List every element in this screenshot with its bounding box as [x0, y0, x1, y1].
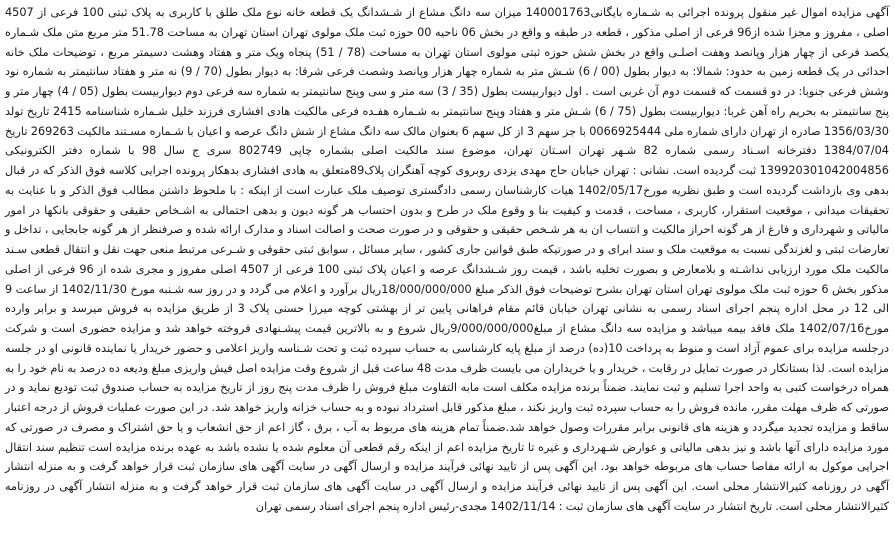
auction-notice-body: آگهی مزایده اموال غیر منقول پرونده اجرائی به شـماره بایگانی140001763 میزان سه دانگ مشاع از شـشدانگ یک قطعه خانه نوع ملک طلق با کاربری به پلاک ثبتی 100 فرعی از 4507 اصلی ، مفروز و مجزا شده از96 فرعی از اصلی مذکور ، قطعه در طبقه و واقع در بخش 06 ناحیه 00 حوزه ثبت ملک مولوی تهران استان تهران به مساحت 51.78 متر مربع متن ملک شـماره یکصد فرعی از چهار هزار وپانصد وهفت اصلـی واقع در بخش شش حوزه ثبتی مولوی استان تهران به مساحت (78 / 51) پنجاه ویک متر و هفتاد وهشت دسیمتر مربع ، توضیحات ملک خانه احداثی در یک قطعه زمین به حدود: شمالا: به دیوار بطول (00 / 6) شـش متر به شماره چهار هزار وپانصد وشصت فرعی شرقا: به دیوار بطول (70 / 9) نه متر و هفتاد سانتیمتر به شماره نود وشش فرعی جنوبا: در دو قسمت که قسمت دوم آن غربی است . اول دیواربیست بطول (35 / 3) سه متر و سی وپنج سانتیمتر به شماره سه فرعی دوم دیواربیست بطول (05 / 4) چهار متر و پنج سانتیمتر به بحریم راه آهن غربا: دیواربیست بطول (75 / 6) شـش متر و هفتاد وپنج سانتیمتر به شـماره هفـده فرعی مالکیت هادی افشاری فرزند خلیل شـماره شناسنامه 2415 تاریخ تولد 1356/03/30 صادره از تهران دارای شماره ملی 0066925444 با جز سهم 3 از کل سهم 6 بعنوان مالک سه دانگ مشاع از شش دانگ عرصه و اعیان با شـماره مسـتند مالکیت 269263 تاریخ 1384/07/04 دفترخانه اسـناد رسمی شماره 82 شـهر تهران اسـتان تهران، موضوع سند مالکیت اصلی بشماره چاپی 802749 سری ج سال 98 با شماره دفتر الکترونیکی 139920301042004856 ثبت گردیده است. نشانی : تهران خیابان حاج مهدی یزدی روبروی کوچه آهنگران پلاک89متعلق به هادی افشاری بدهکار پرونده اجرایی کلاسه فوق الذکر که در قبال بدهی وی بازداشت گردیده است و طبق نظریه مورخ1402/05/17 هیات کارشناسان رسمی دادگستری توصیف ملک عبارت است از اینکه : با ملحوظ داشتن مطالب فوق الذکر و با عنایت به تحقیقات میدانی ، موقعیت استقرار، کاربری ، مساحت ، قدمت و کیفیت بنا و وقوع ملک در طرح و بدون احتساب هر گونه دیون و بدهی احتمالی به اشـخاص حقیقی و حقوقی بانکها در امور مالیاتی و شهرداری و فارغ از هر گونه احراز مالکیت و انتساب ان به هر شـخص حقیقی و حقوقی و در صورت صحت و اصالت اسناد و مدارک ارائه شده و صرفنظر از هر گونه جابجایی ، تداخل و تعارضات ثبتی و لغزندگی نسبت به موقعیت ملک و سند ابرای و در صورتیکه طبق قوانین جاری کشور ، سایر مسائل ، سوابق ثبتی حقوقی و شـرعی مرتبط منعی جهت نقل و انتقال قطعی سـند مالکیت ملک مورد ارزیابی نداشـته و بلامعارض و بصورت تخلیه باشد ، قیمت روز شـشدانگ عرصه و اعیان پلاک ثبتی 100 فرعی از 4507 اصلی مفروز و مجری شده از 96 فرعی از اصلی مذکور بخش 6 حوزه ثبت ملک مولوی تهران استان تهران بشرح توضیحات فوق الذکر مبلغ 18/000/000/000ریال برآورد و اعلام می گردد و در روز سه شـنبه مورخ 1402/11/30 از ساعت 9 الی 12 در محل اداره پنجم اجرای اسناد رسمی به نشانی تهران خیابان قائم مقام فراهانی پایین تر از بهشتی کوچه میرزا حسنی پلاک 3 از طریق مزایده به فروش میرسد و برابر وارده مورخ1402/07/16 ملک فاقد بیمه میباشد و مزایده سه دانگ مشاع از مبلغ9/000/000/000ریال شروع و به بالاترین قیمت پیشـنهادی فروخته خواهد شد و مزایده حضوری است و شرکت درجلسه مزایده برای عموم آزاد است و منوط به پرداخت 10(ده) درصد از مبلغ پایه کارشناسی به حساب سپرده ثبت و تحت شـناسه واریز اعلامی و حضور خریدار یا نماینده قانونی او در جلسه مزایده است. لذا بستانکار در صورت تمایل در رقابت ، خریدار و یا خریداران می بایست ظرف مدت 48 ساعت قبل از شروع وقت مزایده اصل فیش واریزی مبلغ ودیعه ده درصد به نام خود را به همراه درخواست کتبی به واحد اجرا تسلیم و ثبت نمایند. ضمناً برنده مزایده مکلف است مابه التفاوت مبلغ فروش را ظرف مدت پنج روز از تاریخ مزایده به حساب صندوق ثبت تودیع نماید و در صورتی که ظرف مهلت مقرر، مانده فروش را به حساب سپرده ثبت واریز نکند ، مبلغ مذکور قابل استرداد نبوده و به حساب خزانه واریز خواهد شد. در این صورت عملیات فروش از درجه اعتبار ساقط و مزایده تجدید میگردد و هزینه های قانونی برابر مقررات وصول خواهد شد.ضمناً تمام هزینه های مربوط به آب ، برق ، گاز اعم از حق انشعاب و یا حق اشتراک و مصرف در صورتی که مورد مزایده دارای آنها باشد و نیز بدهی مالیاتی و عوارض شـهرداری و غیره تا تاریخ مزایده اعم از اینکه رقم قطعی آن معلوم شده یا نشده باشد به عهده برنده مزایده است تنظیم سند انتقال اجرایی موکول به ارائه مفاصا حساب های مربوطه خواهد بود. این آگهی پس از تایید نهائی فرآیند مزایده و ارسال آگهی در سایت آگهی های سازمان ثبت قرار خواهد گرفت و به منزله انتشار آگهی در روزنامه کثیرالانتشار محلی است. این آگهی پس از تایید نهائی فرآیند مزایده و ارسال آگهی در سایت آگهی های سازمان ثبت قرار خواهد گرفت و به منزله انتشار آگهی در روزنامه کثیرالانتشار محلی است. تاریخ انتشار در سایت آگهی های سازمان ثبت : 1402/11/14 مجدی-رئیس اداره پنجم اجرای اسناد رسمی تهران	[5, 6, 890, 513]
